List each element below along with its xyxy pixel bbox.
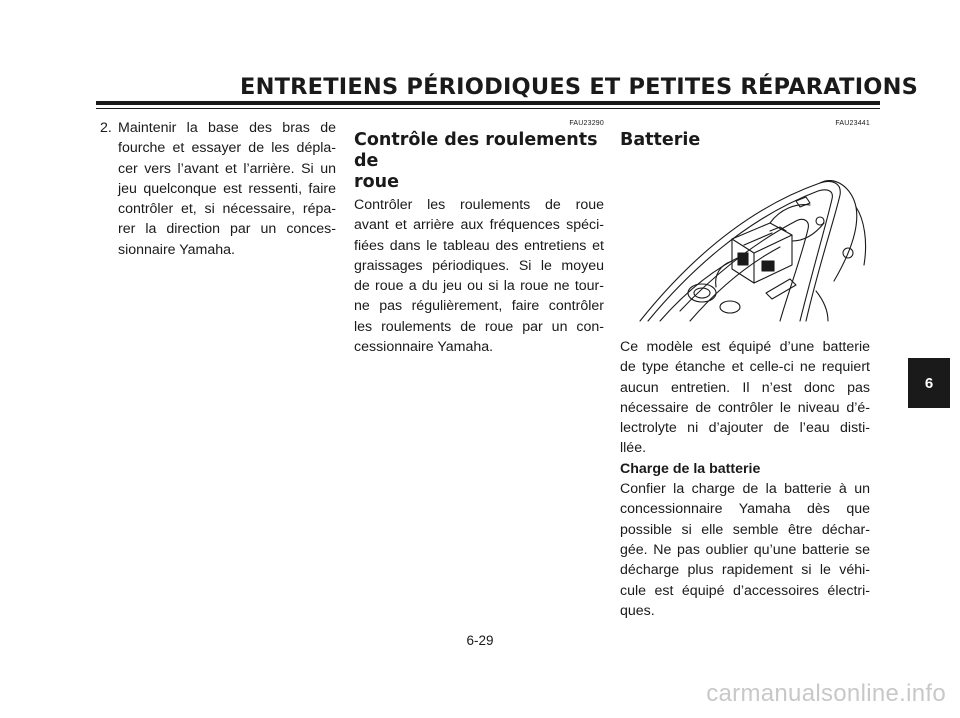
title-line: roue bbox=[354, 172, 399, 192]
text-line: Ce modèle est équipé d’une batterie bbox=[620, 339, 870, 355]
text-line: gée. Ne pas oublier qu’une batterie se bbox=[620, 541, 870, 558]
text-line: sionnaire Yamaha. bbox=[118, 241, 235, 258]
list-item bbox=[96, 118, 336, 260]
section-title-wheel-bearings bbox=[354, 130, 604, 193]
page-header-title: ENTRETIENS PÉRIODIQUES ET PETITES RÉPARATIONS bbox=[240, 74, 919, 100]
text-line: concessionnaire Yamaha dès que bbox=[620, 501, 870, 518]
text-line: ques. bbox=[620, 602, 655, 619]
text-line: Maintenir la base des bras de bbox=[118, 120, 336, 136]
text-line: Confier la charge de la batterie à un bbox=[620, 481, 870, 498]
text-line: rer la direction par un conces- bbox=[118, 221, 336, 238]
text-line: possible si elle semble être déchar- bbox=[620, 521, 870, 538]
text-line: cer vers l’avant et l’arrière. Si un bbox=[118, 160, 336, 177]
watermark: carmanualsonline.info bbox=[706, 680, 946, 707]
text-line: jeu quelconque est ressenti, faire bbox=[118, 180, 336, 197]
text-line: contrôler et, si nécessaire, répa- bbox=[118, 201, 336, 218]
text-line: fiées dans le tableau des entretiens et bbox=[354, 237, 604, 254]
text-line: lectrolyte ni d’ajouter de l’eau disti- bbox=[620, 420, 870, 437]
battery-illustration-icon bbox=[620, 161, 870, 329]
text-line: nécessaire de contrôler le niveau d’é- bbox=[620, 399, 870, 416]
column-3 bbox=[620, 118, 870, 621]
text-line: cule est équipé d’accessoires électri- bbox=[620, 582, 870, 599]
page-number: 6-29 bbox=[466, 633, 494, 648]
header-rule-thick bbox=[96, 101, 880, 105]
text-line: ne pas régulièrement, faire contrôler bbox=[354, 298, 604, 315]
text-line: llée. bbox=[620, 440, 647, 457]
text-line: de roue a du jeu ou si la roue ne tour- bbox=[354, 278, 604, 295]
section-title-battery: Batterie bbox=[620, 130, 701, 150]
text-line: avant et arrière aux fréquences spéci- bbox=[354, 217, 604, 234]
text-line: graissages périodiques. Si le moyeu bbox=[354, 257, 604, 274]
text-line: de type étanche et celle-ci ne requiert bbox=[620, 359, 870, 376]
paragraph bbox=[354, 195, 604, 357]
title-line: Contrôle des roulements de bbox=[354, 130, 598, 171]
chapter-tab: 6 bbox=[908, 358, 950, 408]
text-line: fourche et essayer de les dépla- bbox=[118, 140, 336, 157]
paragraph bbox=[620, 337, 870, 459]
subsection-title-battery-charging: Charge de la batterie bbox=[620, 460, 761, 477]
text-line: les roulements de roue par un con- bbox=[354, 318, 604, 335]
header-rule-thin bbox=[96, 108, 880, 109]
text-line: décharge plus rapidement si le véhi- bbox=[620, 562, 870, 579]
text-line: aucun entretien. Il n’est donc pas bbox=[620, 379, 870, 396]
column-1 bbox=[96, 118, 336, 260]
reference-code: FAU23441 bbox=[835, 120, 870, 127]
paragraph bbox=[620, 479, 870, 621]
text-line: Contrôler les roulements de roue bbox=[354, 197, 604, 213]
reference-code: FAU23290 bbox=[569, 120, 604, 127]
list-item-number: 2. bbox=[100, 120, 112, 136]
text-line: cessionnaire Yamaha. bbox=[354, 339, 494, 356]
column-2 bbox=[354, 118, 604, 357]
